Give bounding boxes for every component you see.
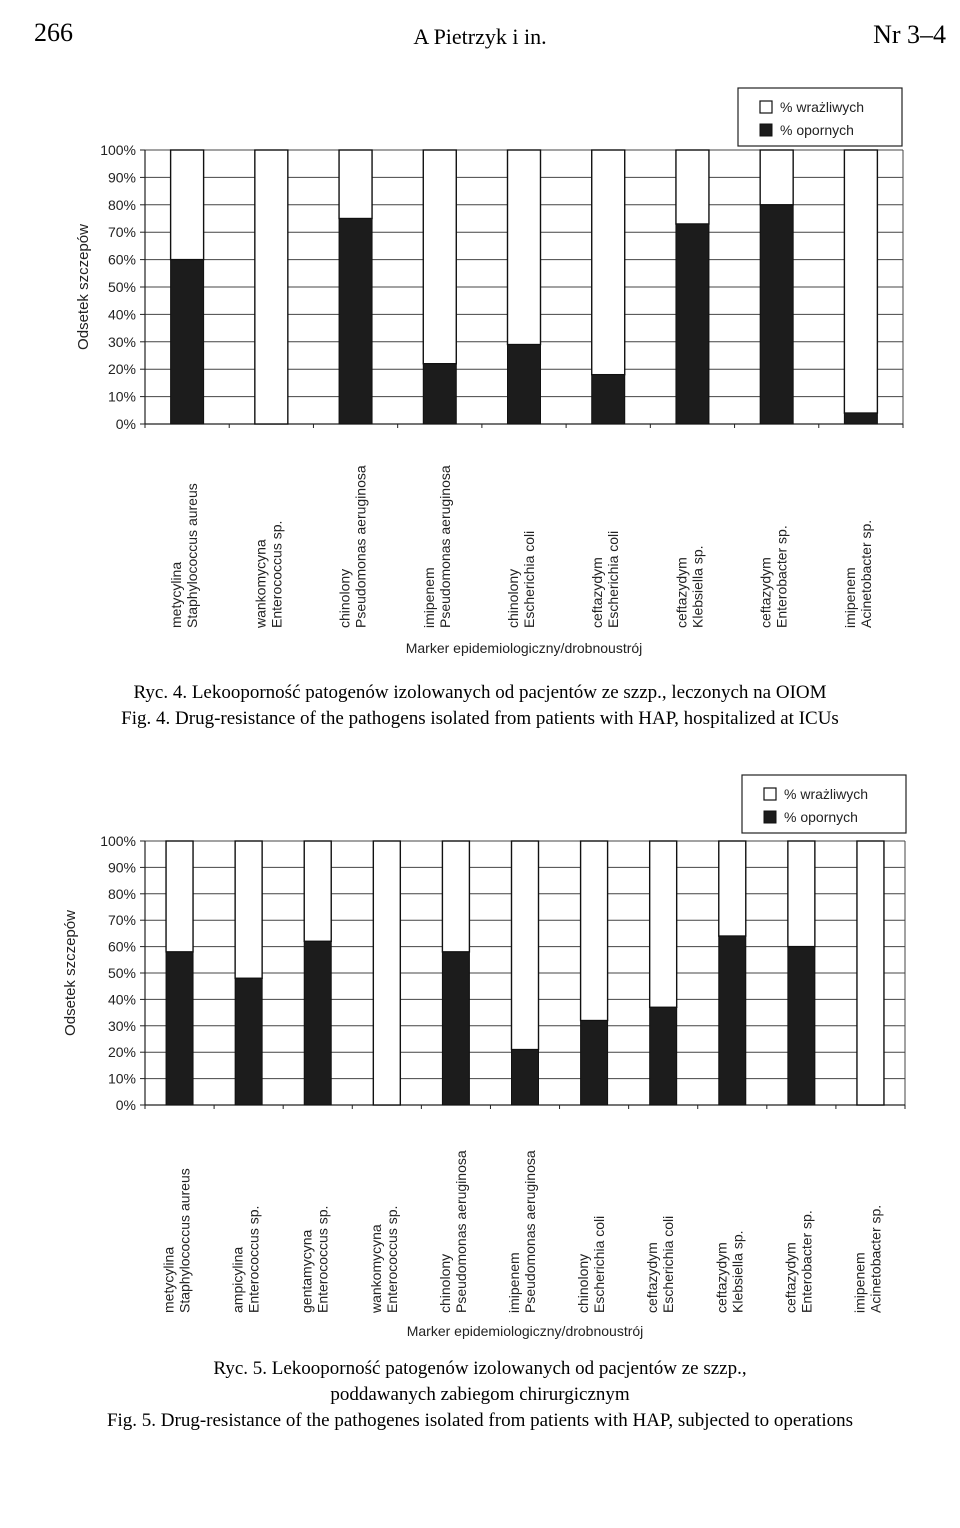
x-category-marker: imipenem [506,1252,522,1313]
x-category-organism: Escherichia coli [591,1215,608,1313]
x-category-marker: metycylina [160,1246,177,1313]
figure-4-chart [0,80,960,740]
y-tick-label: 90% [107,859,136,876]
bar-susceptible [719,841,746,936]
x-category-label [782,1210,814,1313]
figure-4-caption [0,680,960,732]
x-axis-label: Marker epidemiologiczny/drobnoustrój [405,640,643,656]
x-category-label [421,465,453,628]
x-category-organism: Enterococcus sp. [314,1205,331,1313]
bar-resistant [442,952,469,1105]
y-axis-label: Odsetek szczepów [75,224,92,350]
x-category-organism: Klebsiella sp. [729,1230,746,1313]
bar-resistant [581,1021,608,1105]
bar-resistant [676,224,709,424]
x-category-marker: imipenem [420,567,437,628]
bar-resistant [235,978,262,1105]
x-category-label [589,531,621,628]
figure-4-caption-en: Fig. 4. Drug-resistance of the pathogens isolated from patients with HAP, hospitalized at ICUs [121,708,839,729]
x-category-label [506,1150,538,1313]
bar-susceptible [676,150,709,224]
y-tick-label: 20% [107,1044,136,1061]
x-category-marker: ceftazydym [757,557,774,628]
x-category-marker: wankomycyna [252,539,269,628]
figure-5-caption-pl-2: poddawanych zabiegom chirurgicznym [330,1384,630,1405]
x-category-label [299,1206,331,1313]
bar-susceptible [304,841,331,941]
bar-susceptible [255,150,288,424]
bar-susceptible [650,841,677,1007]
bar-susceptible [592,150,625,375]
bar-resistant [719,936,746,1105]
bar-susceptible [508,150,541,345]
running-head: A Pietrzyk i in. [413,24,547,49]
x-category-label [758,525,790,628]
bar-resistant [650,1007,677,1105]
x-category-organism: Pseudomonas aeruginosa [522,1150,538,1313]
bar-susceptible [423,150,456,364]
bar-resistant [844,413,877,424]
y-tick-label: 90% [107,169,136,186]
x-category-marker: chinolony [436,1253,453,1313]
y-tick-label: 40% [107,306,136,323]
y-tick-label: 100% [100,142,136,158]
x-category-marker: ceftazydym [713,1242,730,1313]
figure-5-chart [0,765,960,1355]
bar-susceptible [760,150,793,205]
y-tick-label: 10% [107,388,136,405]
x-category-organism: Enterococcus sp. [268,520,285,628]
bar-resistant [339,219,372,425]
bar-susceptible [857,841,884,1105]
bar-resistant [423,364,456,424]
page-header [0,0,960,60]
figure-5-caption-pl: Ryc. 5. Lekooporność patogenów izolowanych od pacjentów ze szzp., [213,1358,747,1379]
y-tick-label: 50% [107,279,136,295]
y-tick-label: 70% [107,912,136,929]
x-category-label [161,1168,193,1313]
x-category-label [505,531,537,628]
x-category-marker: ceftazydym [782,1242,799,1313]
bar-resistant [760,205,793,424]
x-category-label [644,1216,676,1313]
x-category-marker: imipenem [841,567,858,628]
x-category-organism: Staphylococcus aureus [176,1168,193,1313]
x-category-label [673,546,705,629]
legend-swatch-resistant [760,124,772,136]
legend-label-susceptible: % wrażliwych [784,786,869,802]
x-category-organism: Klebsiella sp. [689,545,706,628]
y-tick-label: 10% [107,1070,136,1087]
x-category-organism: Enterococcus sp. [383,1205,400,1313]
legend-label-resistant: % opornych [780,122,854,138]
x-category-marker: chinolony [336,568,353,628]
x-category-organism: Pseudomonas aeruginosa [452,1150,469,1313]
y-tick-label: 0% [115,1097,136,1113]
x-category-label [437,1150,469,1313]
legend-swatch-susceptible [764,788,776,800]
bar-susceptible [235,841,262,978]
x-category-marker: chinolony [505,568,521,628]
x-category-marker: wankomycyna [367,1224,384,1313]
bar-resistant [788,947,815,1105]
x-category-label [842,520,874,628]
issue-number: Nr 3–4 [873,20,946,49]
x-category-organism: Escherichia coli [605,530,622,628]
y-tick-label: 100% [100,833,136,849]
x-category-label [851,1205,883,1313]
x-category-organism: Pseudomonas aeruginosa [352,465,369,628]
bar-susceptible [373,841,400,1105]
bar-resistant [592,375,625,424]
x-category-label [168,483,200,628]
x-category-label [230,1206,262,1313]
x-category-marker: chinolony [575,1253,592,1313]
x-category-marker: ceftazydym [673,557,690,628]
bar-susceptible [339,150,372,219]
x-category-marker: ceftazydym [644,1242,661,1313]
y-tick-label: 80% [107,885,136,902]
bar-susceptible [844,150,877,413]
bar-resistant [512,1050,539,1105]
x-category-organism: Acinetobacter sp. [867,1204,884,1313]
bar-susceptible [166,841,193,952]
x-category-marker: ampicylina [229,1246,246,1313]
legend-swatch-susceptible [760,101,772,113]
legend-swatch-resistant [764,811,776,823]
y-tick-label: 20% [107,361,136,378]
bar-susceptible [442,841,469,952]
y-axis-label: Odsetek szczepów [62,910,79,1036]
y-tick-label: 80% [107,196,136,213]
x-category-organism: Acinetobacter sp. [857,519,874,628]
y-tick-label: 30% [107,1017,136,1034]
y-tick-label: 30% [107,333,136,350]
x-category-marker: gentamycyna [298,1229,315,1313]
bar-susceptible [512,841,539,1050]
x-category-label [713,1231,745,1314]
figure-4-caption-pl: Ryc. 4. Lekooporność patogenów izolowanych od pacjentów ze szzp., leczonych na OIOM [133,682,827,703]
x-category-organism: Escherichia coli [660,1215,677,1313]
x-category-label [337,465,369,628]
x-category-label [252,521,284,629]
x-category-organism: Enterobacter sp. [773,525,790,628]
bar-susceptible [171,150,204,260]
y-tick-label: 0% [115,416,136,432]
bar-resistant [171,260,204,424]
x-category-marker: metycylina [168,561,185,628]
figure-5-caption-en: Fig. 5. Drug-resistance of the pathogenes isolated from patients with HAP, subjected to operations [106,1410,854,1431]
x-category-organism: Escherichia coli [521,530,537,628]
x-category-marker: imipenem [851,1252,868,1313]
x-category-organism: Enterobacter sp. [798,1210,815,1313]
x-category-organism: Pseudomonas aeruginosa [436,465,453,628]
x-category-marker: ceftazydym [589,557,606,628]
figure-5-caption [0,1356,960,1434]
y-tick-label: 40% [107,991,136,1008]
bar-susceptible [788,841,815,947]
y-tick-label: 70% [107,224,136,241]
x-category-label [575,1216,607,1313]
bar-resistant [508,345,541,424]
x-category-organism: Staphylococcus aureus [184,483,201,628]
x-category-label [368,1206,400,1314]
x-category-organism: Enterococcus sp. [245,1205,262,1313]
y-tick-label: 60% [107,251,136,268]
bar-resistant [166,952,193,1105]
bar-resistant [304,941,331,1105]
y-tick-label: 60% [107,938,136,955]
bar-susceptible [581,841,608,1021]
legend-label-susceptible: % wrażliwych [780,99,865,115]
x-axis-label: Marker epidemiologiczny/drobnoustrój [406,1323,644,1339]
page-number: 266 [34,18,73,47]
y-tick-label: 50% [107,965,136,981]
legend-label-resistant: % opornych [784,809,858,825]
